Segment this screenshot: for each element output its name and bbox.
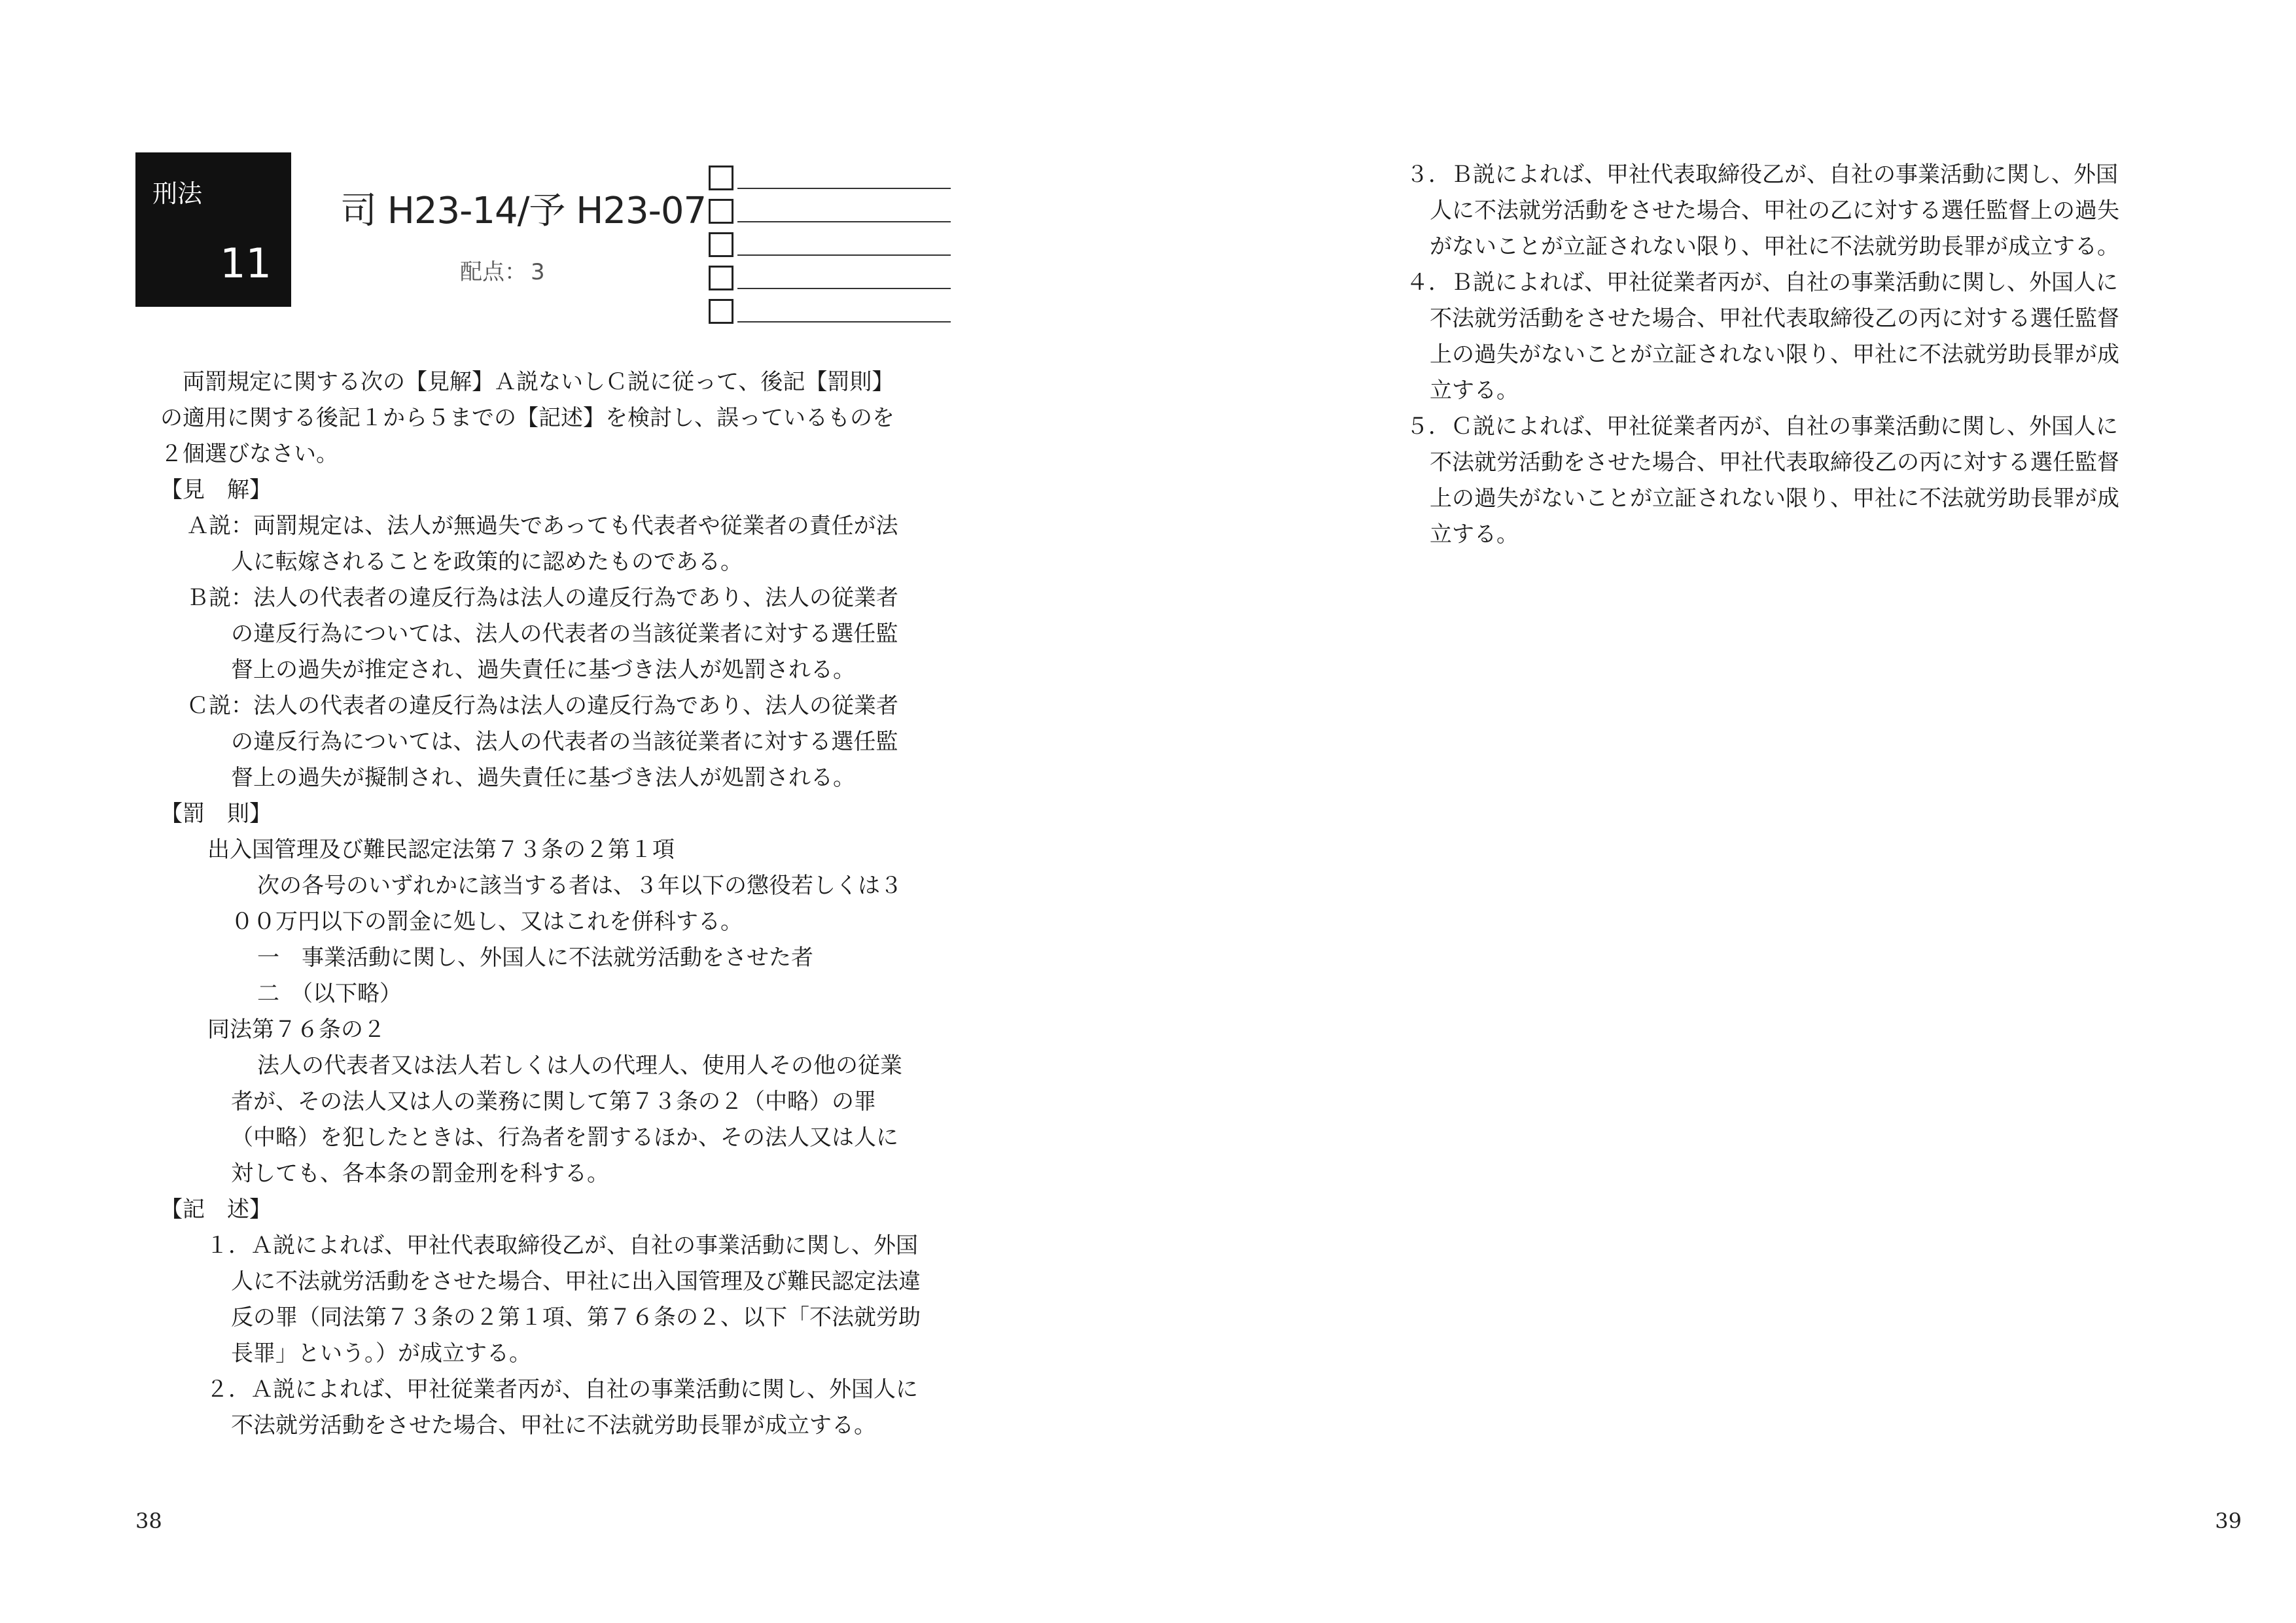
page-number-right: 39 [2215,1509,2242,1533]
text-line: 二 （以下略） [257,981,402,1007]
text-line: ４．Ｂ説によれば、甲社従業者丙が、自社の事業活動に関し、外国人に [1406,270,2118,296]
checklist-row [709,190,951,224]
text-line: 【罰 則】 [160,801,272,827]
text-line: 者が、その法人又は人の業務に関して第７３条の２（中略）の罪 [231,1089,876,1115]
checklist-line [737,321,951,323]
text-line: 人に不法就労活動をさせた場合、甲社の乙に対する選任監督上の過失 [1430,198,2119,224]
text-line: ２個選びなさい。 [160,441,338,467]
checklist-line [737,254,951,256]
points [460,254,549,286]
text-line: の違反行為については、法人の代表者の当該従業者に対する選任監 [231,621,898,647]
text-line: 督上の過失が擬制され、過失責任に基づき法人が処罰される。 [231,765,856,791]
checkbox[interactable] [709,166,733,190]
text-line: 両罰規定に関する次の【見解】Ａ説ないしＣ説に従って、後記【罰則】 [183,369,894,395]
page-number-left: 38 [135,1509,162,1533]
checklist-row [709,290,951,324]
text-line: 対しても、各本条の罰金刑を科する。 [231,1161,609,1187]
points-label: 配点： [460,259,527,285]
text-line: 同法第７６条の２ [207,1017,385,1043]
text-line: Ｂ説：法人の代表者の違反行為は法人の違反行為であり、法人の従業者 [186,585,898,611]
subject-box [135,152,291,307]
text-line: 【記 述】 [160,1196,272,1223]
text-line: 反の罪（同法第７３条の２第１項、第７６条の２、以下「不法就労助 [231,1304,921,1331]
text-line: 出入国管理及び難民認定法第７３条の２第１項 [207,837,675,863]
checkbox[interactable] [709,299,733,324]
checklist-row [709,257,951,290]
text-line: 立する。 [1430,521,1519,548]
checklist-line [737,221,951,222]
points-value: 3 [531,259,545,285]
text-line: ００万円以下の罰金に処し、又はこれを併科する。 [231,909,743,935]
right-page [1148,0,2296,1623]
text-line: Ｃ説：法人の代表者の違反行為は法人の違反行為であり、法人の従業者 [186,693,898,719]
problem-code: 司 H23-14/予 H23-07 [340,190,707,232]
text-line: 立する。 [1430,377,1519,404]
text-line: １．Ａ説によれば、甲社代表取締役乙が、自社の事業活動に関し、外国 [206,1232,918,1259]
checkbox[interactable] [709,199,733,224]
text-line: 次の各号のいずれかに該当する者は、３年以下の懲役若しくは３ [257,873,902,899]
text-line: 上の過失がないことが立証されない限り、甲社に不法就労助長罪が成 [1430,341,2119,368]
text-line: ３．Ｂ説によれば、甲社代表取締役乙が、自社の事業活動に関し、外国 [1406,162,2118,188]
checklist-line [737,288,951,289]
text-line: 不法就労活動をさせた場合、甲社代表取締役乙の丙に対する選任監督 [1430,449,2119,476]
problem-number: 11 [220,239,272,287]
checklist-row [709,224,951,257]
text-line: Ａ説：両罰規定は、法人が無過失であっても代表者や従業者の責任が法 [186,513,898,539]
text-line: （中略）を犯したときは、行為者を罰するほか、その法人又は人に [231,1125,898,1151]
text-line: ２．Ａ説によれば、甲社従業者丙が、自社の事業活動に関し、外国人に [206,1376,918,1403]
checkbox[interactable] [709,232,733,257]
subject-label: 刑法 [152,179,203,208]
checklist-line [737,188,951,189]
text-line: 人に不法就労活動をさせた場合、甲社に出入国管理及び難民認定法違 [231,1268,921,1295]
text-line: 上の過失がないことが立証されない限り、甲社に不法就労助長罪が成 [1430,485,2119,512]
text-line: の適用に関する後記１から５までの【記述】を検討し、誤っているものを [160,405,894,431]
text-line: ５．Ｃ説によれば、甲社従業者丙が、自社の事業活動に関し、外国人に [1406,413,2118,440]
statements-continued [1406,157,2119,553]
text-line: 督上の過失が推定され、過失責任に基づき法人が処罰される。 [231,657,856,683]
question-body [160,364,959,1444]
text-line: の違反行為については、法人の代表者の当該従業者に対する選任監 [231,729,898,755]
text-line: 不法就労活動をさせた場合、甲社に不法就労助長罪が成立する。 [231,1412,876,1439]
text-line: 【見 解】 [160,477,272,503]
text-line: 法人の代表者又は法人若しくは人の代理人、使用人その他の従業 [257,1053,902,1079]
text-line: 一 事業活動に関し、外国人に不法就労活動をさせた者 [257,945,813,971]
text-line: がないことが立証されない限り、甲社に不法就労助長罪が成立する。 [1430,234,2119,260]
review-checklist [709,157,951,324]
text-line: 長罪」という。）が成立する。 [231,1340,531,1367]
checklist-row [709,157,951,190]
text-line: 不法就労活動をさせた場合、甲社代表取締役乙の丙に対する選任監督 [1430,305,2119,332]
text-line: 人に転嫁されることを政策的に認めたものである。 [231,549,743,575]
checkbox[interactable] [709,266,733,290]
